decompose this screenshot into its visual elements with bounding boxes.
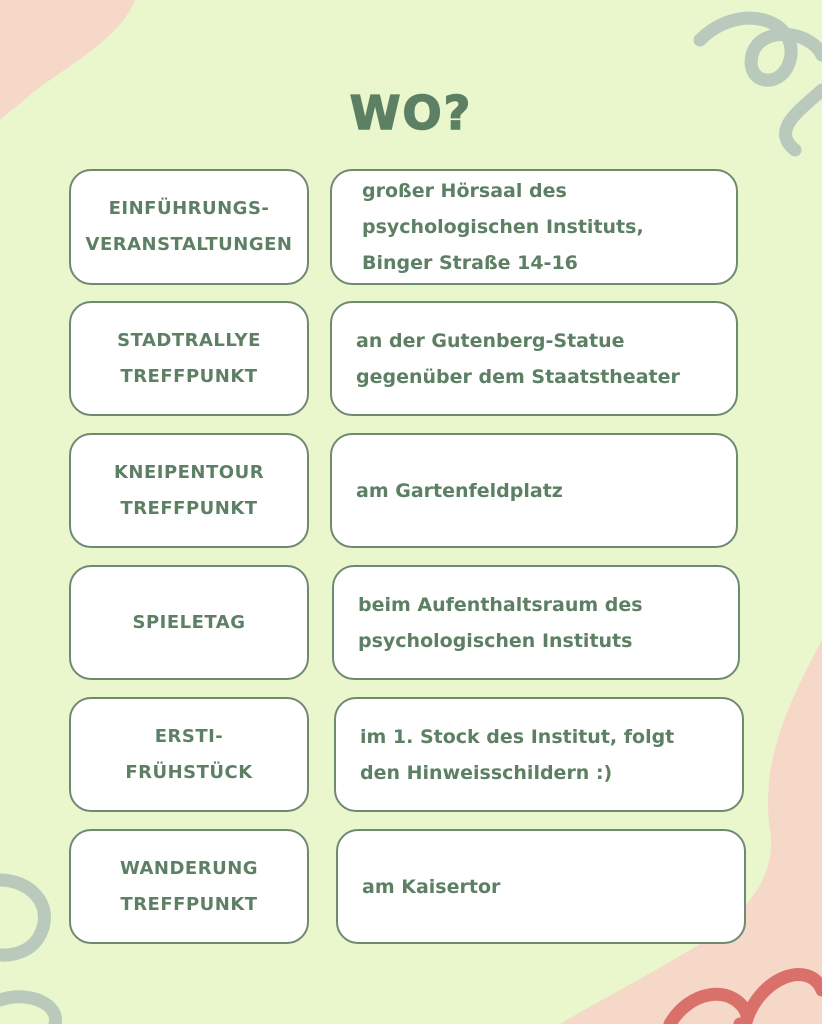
row-label-box: [69, 169, 309, 285]
row-label: KNEIPENTOUR TREFFPUNKT: [113, 461, 265, 519]
row-value: beim Aufenthaltsraum des psychologischen Instituts: [358, 593, 643, 652]
row-value: an der Gutenberg-Statue gegenüber dem Staatstheater: [356, 329, 680, 388]
row-label-box: [69, 697, 309, 812]
row-value: im 1. Stock des Institut, folgt den Hinweisschildern :): [360, 725, 675, 784]
row-value: am Kaisertor: [362, 875, 501, 898]
row-value: großer Hörsaal des psychologischen Instituts, Binger Straße 14-16: [362, 180, 644, 274]
row-label: SPIELETAG: [132, 611, 246, 633]
row-label: EINFÜHRUNGS- VERANSTALTUNGEN: [85, 198, 293, 255]
row-label-box: [69, 433, 309, 548]
row-label: ERSTI- FRÜHSTÜCK: [125, 725, 253, 783]
row-value-box: [330, 169, 738, 285]
row-label-box: [69, 565, 309, 680]
row-value-box: [334, 697, 744, 812]
row-label-box: [69, 301, 309, 416]
row-value-box: [330, 433, 738, 548]
row-label: STADTRALLYE TREFFPUNKT: [117, 329, 261, 387]
page-title: WO?: [349, 86, 473, 140]
row-value-box: [332, 565, 740, 680]
row-label: WANDERUNG TREFFPUNKT: [119, 857, 259, 915]
row-value-box: [330, 301, 738, 416]
row-label-box: [69, 829, 309, 944]
grey-squiggle-bottom-left: [0, 880, 56, 1024]
row-value-box: [336, 829, 746, 944]
row-value: am Gartenfeldplatz: [356, 479, 563, 502]
